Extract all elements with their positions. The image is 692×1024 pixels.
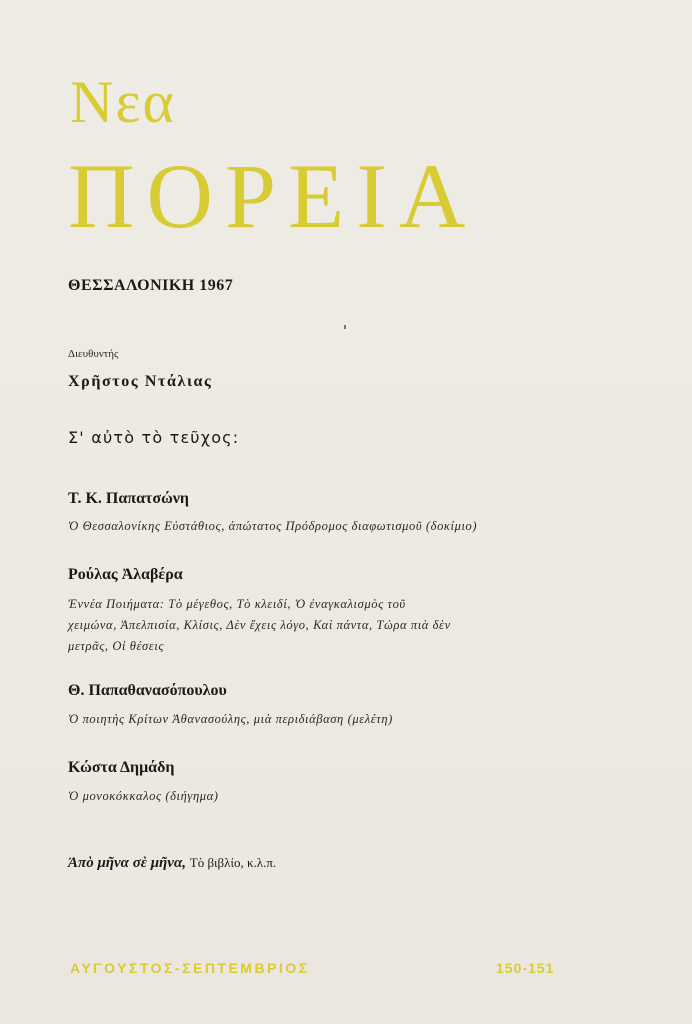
entry-work: Ὁ ποιητὴς Κρίτων Ἀθανασούλης, μιὰ περιδιάβαση (μελέτη) bbox=[68, 712, 393, 726]
issue-number: 150-151 bbox=[496, 960, 555, 976]
editor-label: Διευθυντής bbox=[68, 348, 119, 360]
entry-work-line: χειμώνα, Ἀπελπισία, Κλίσις, Δὲν ἔχεις λόγο, Καὶ πάντα, Τώρα πιὰ δὲν bbox=[68, 618, 451, 632]
entry-work: Ὁ μονοκόκκαλος (διήγημα) bbox=[68, 789, 219, 803]
misc-title: Ἀπὸ μῆνα σὲ μῆνα, bbox=[68, 855, 186, 871]
paper-speck bbox=[344, 325, 346, 329]
entry-author: Κώστα Δημάδη bbox=[68, 759, 175, 776]
place-year: ΘΕΣΣΑΛΟΝΙΚΗ 1967 bbox=[68, 277, 234, 294]
misc-section bbox=[68, 855, 276, 872]
entry-work: Ὁ Θεσσαλονίκης Εὐστάθιος, ἀπώτατος Πρόδρομος διαφωτισμοῦ (δοκίμιο) bbox=[68, 519, 478, 533]
masthead-small: Νεα bbox=[70, 69, 176, 135]
entry-author: Θ. Παπαθανασόπουλου bbox=[68, 682, 227, 699]
entry-author: Ρούλας Ἀλαβέρα bbox=[68, 566, 183, 583]
editor-name: Χρῆστος Ντάλιας bbox=[68, 373, 213, 390]
issue-months: ΑΥΓΟΥΣΤΟΣ-ΣΕΠΤΕΜΒΡΙΟΣ bbox=[70, 960, 310, 976]
misc-rest: Τὸ βιβλίο, κ.λ.π. bbox=[189, 855, 277, 870]
entry-work-line: μετρᾶς, Οἱ θέσεις bbox=[68, 639, 165, 653]
contents-heading: Σ' αὐτὸ τὸ τεῦχος: bbox=[68, 428, 240, 447]
entry-author: Τ. Κ. Παπατσώνη bbox=[68, 490, 190, 507]
masthead-large: ΠΟΡΕΙΑ bbox=[68, 145, 478, 247]
entry-work-line: Ἐννέα Ποιήματα: Τὸ μέγεθος, Τὸ κλειδί, Ὁ ἐναγκαλισμὸς τοῦ bbox=[68, 597, 406, 611]
